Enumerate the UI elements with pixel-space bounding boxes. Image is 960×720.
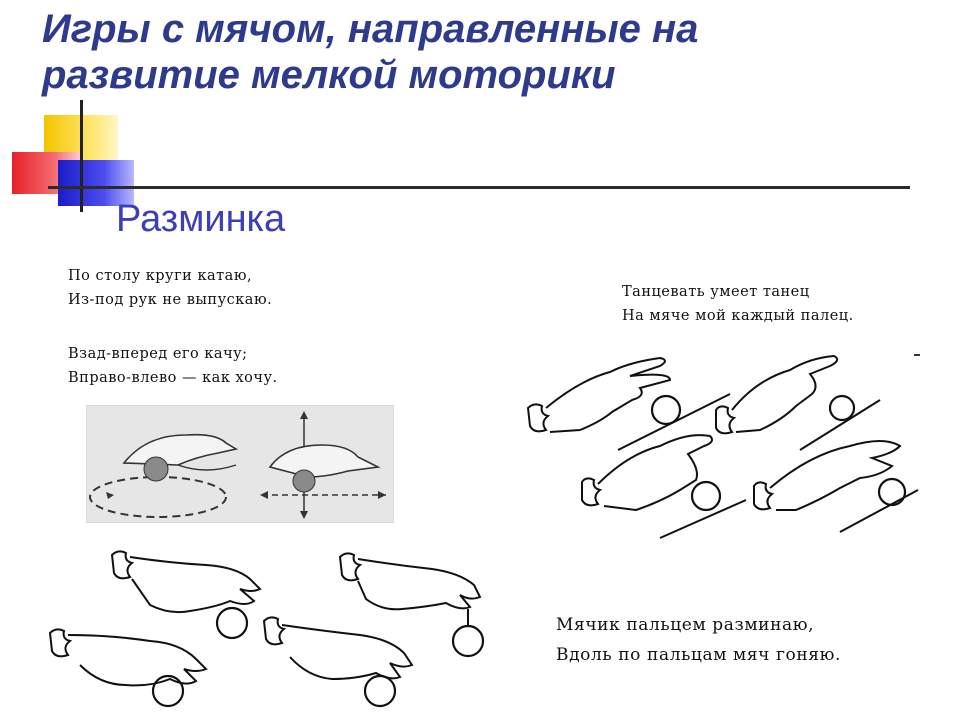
poem-left-bottom <box>68 342 278 390</box>
title-line-1: Игры с мячом, направленные на <box>42 7 699 51</box>
poem-line: Взад-вперед его качу; <box>68 346 248 362</box>
title-divider-line <box>48 186 910 189</box>
poem-line: Вправо-влево — как хочу. <box>68 370 278 386</box>
poem-line: Мячик пальцем разминаю, <box>556 615 815 635</box>
illustration-fingers-dance <box>520 350 920 540</box>
poem-line: Из-под рук не выпускаю. <box>68 292 273 308</box>
stray-mark <box>914 354 920 356</box>
title-line-2: развитие мелкой моторики <box>42 53 616 97</box>
poem-left-top <box>68 264 272 312</box>
poem-right-top <box>622 280 854 328</box>
poem-right-bottom <box>556 610 841 670</box>
deco-vertical-line <box>80 100 83 212</box>
poem-line: Танцевать умеет танец <box>622 284 810 300</box>
page-subtitle: Разминка <box>116 198 286 240</box>
poem-line: На мяче мой каждый палец. <box>622 308 854 324</box>
illustration-rolling-ball <box>86 405 394 523</box>
poem-line: По столу круги катаю, <box>68 268 253 284</box>
poem-line: Вдоль по пальцам мяч гоняю. <box>556 645 842 665</box>
illustration-finger-roll <box>40 545 510 715</box>
page-title <box>42 6 922 98</box>
